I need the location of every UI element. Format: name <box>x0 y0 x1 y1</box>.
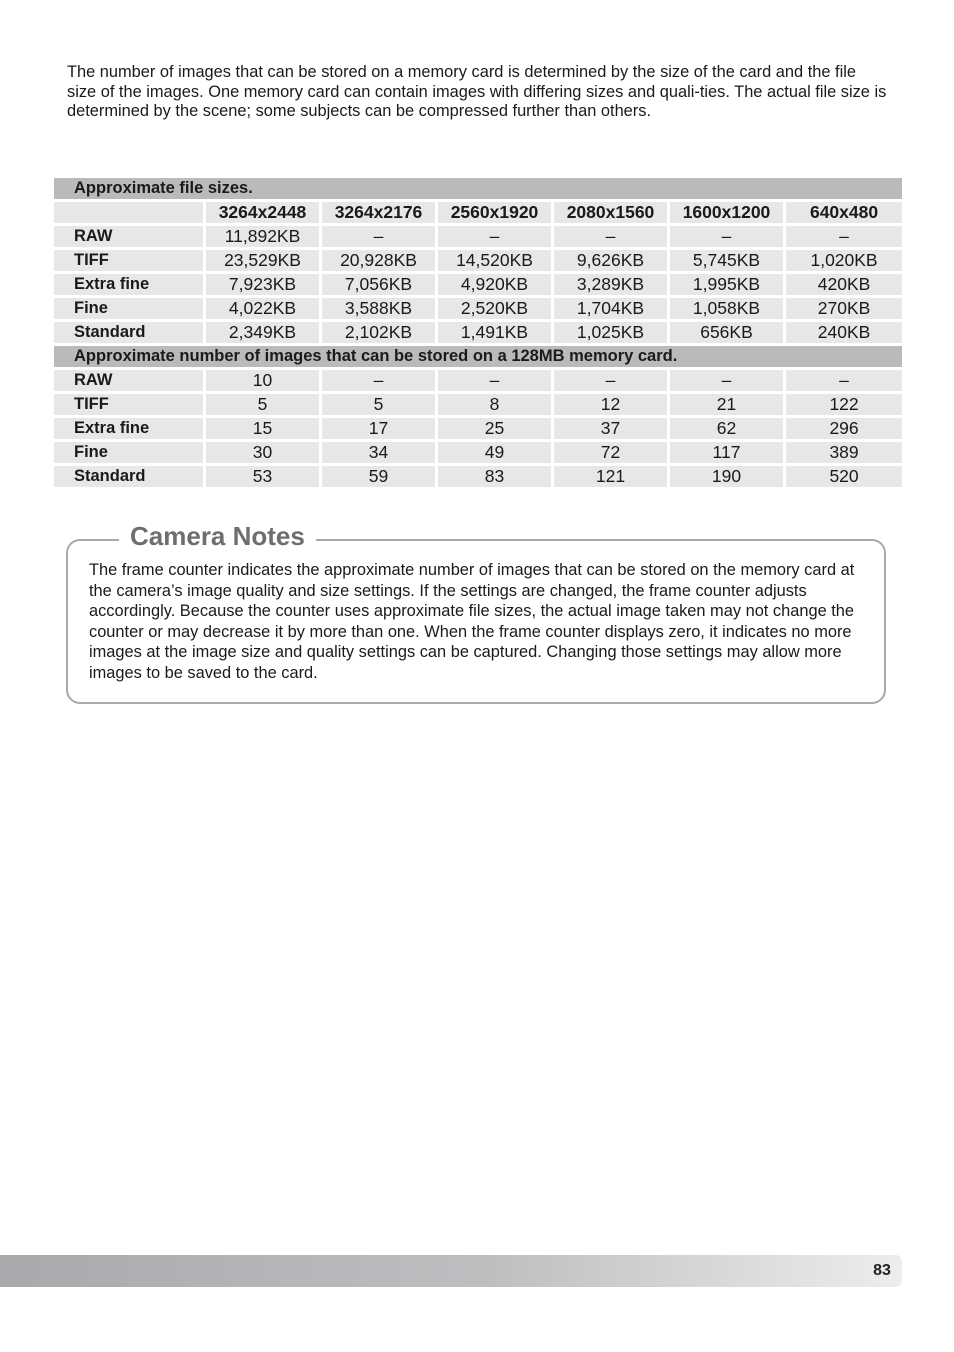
table-cell: 5 <box>322 394 438 415</box>
row-label: Extra fine <box>54 418 206 439</box>
table-cell: 4,920KB <box>438 274 554 295</box>
table-cell: 2,102KB <box>322 322 438 343</box>
table-cell: 420KB <box>786 274 902 295</box>
table-cell: 83 <box>438 466 554 487</box>
table-cell: 17 <box>322 418 438 439</box>
column-header: 1600x1200 <box>670 202 786 223</box>
table-cell: 15 <box>206 418 322 439</box>
row-label: Standard <box>54 322 206 343</box>
table-cell: 520 <box>786 466 902 487</box>
footer-bar <box>0 1255 902 1287</box>
table-cell: 30 <box>206 442 322 463</box>
table-row <box>54 442 902 463</box>
section-title: Approximate number of images that can be stored on a 128MB memory card. <box>54 346 902 367</box>
table-cell: 4,022KB <box>206 298 322 319</box>
table-cell: 20,928KB <box>322 250 438 271</box>
table-cell: 2,520KB <box>438 298 554 319</box>
table-cell: 11,892KB <box>206 226 322 247</box>
table-cell: – <box>322 370 438 391</box>
table-cell: 2,349KB <box>206 322 322 343</box>
table-cell: 1,020KB <box>786 250 902 271</box>
table-cell: 59 <box>322 466 438 487</box>
table-row <box>54 226 902 247</box>
table-cell: – <box>438 226 554 247</box>
table-cell: 1,025KB <box>554 322 670 343</box>
corner-cell <box>54 202 206 223</box>
table-cell: 1,491KB <box>438 322 554 343</box>
table-row <box>54 298 902 319</box>
table-cell: 1,995KB <box>670 274 786 295</box>
column-header-row <box>54 202 902 223</box>
row-label: RAW <box>54 226 206 247</box>
table-row <box>54 466 902 487</box>
table-cell: 122 <box>786 394 902 415</box>
table-cell: 389 <box>786 442 902 463</box>
table-cell: 121 <box>554 466 670 487</box>
table-cell: 270KB <box>786 298 902 319</box>
camera-notes-text: The frame counter indicates the approximate number of images that can be stored on the memory card at the camera’s image quality and size settings. If the settings are changed, the frame counter adjusts accordingly. Because the counter uses approximate file sizes, the actual image taken may not change the counter or may decrease it by more than one. When the frame counter displays zero, it indicates no more images at the image size and quality settings can be captured. Changing those settings may allow more images to be saved to the card. <box>89 561 855 682</box>
table-cell: – <box>438 370 554 391</box>
row-label: RAW <box>54 370 206 391</box>
table-row <box>54 250 902 271</box>
table-cell: 7,056KB <box>322 274 438 295</box>
table-cell: 14,520KB <box>438 250 554 271</box>
column-header: 3264x2448 <box>206 202 322 223</box>
table-cell: 10 <box>206 370 322 391</box>
camera-notes-title: Camera Notes <box>119 519 316 553</box>
table-cell: 37 <box>554 418 670 439</box>
column-header: 3264x2176 <box>322 202 438 223</box>
table-cell: 190 <box>670 466 786 487</box>
file-size-table <box>54 175 902 490</box>
column-header: 2560x1920 <box>438 202 554 223</box>
table-cell: 3,289KB <box>554 274 670 295</box>
row-label: Fine <box>54 442 206 463</box>
table-cell: 53 <box>206 466 322 487</box>
table-row <box>54 274 902 295</box>
row-label: Standard <box>54 466 206 487</box>
table-cell: 296 <box>786 418 902 439</box>
table-cell: – <box>322 226 438 247</box>
table-cell: – <box>670 370 786 391</box>
table-cell: – <box>554 226 670 247</box>
table-cell: 25 <box>438 418 554 439</box>
table-row <box>54 418 902 439</box>
table-cell: 117 <box>670 442 786 463</box>
table-cell: 5 <box>206 394 322 415</box>
table-cell: 3,588KB <box>322 298 438 319</box>
table-cell: 240KB <box>786 322 902 343</box>
row-label: TIFF <box>54 250 206 271</box>
row-label: Extra fine <box>54 274 206 295</box>
table-cell: – <box>786 370 902 391</box>
intro-paragraph: The number of images that can be stored on a memory card is determined by the size of the card and the file size of the images. One memory card can contain images with differing sizes and quali-ties. The actual file size is determined by the scene; some subjects can be compressed further than others. <box>67 63 887 120</box>
table-cell: 1,058KB <box>670 298 786 319</box>
table-row <box>54 322 902 343</box>
table-cell: 9,626KB <box>554 250 670 271</box>
page-number: 83 <box>873 1262 891 1279</box>
table-cell: 5,745KB <box>670 250 786 271</box>
table-cell: 72 <box>554 442 670 463</box>
table-row <box>54 394 902 415</box>
table-cell: 7,923KB <box>206 274 322 295</box>
row-label: TIFF <box>54 394 206 415</box>
table-cell: – <box>786 226 902 247</box>
row-label: Fine <box>54 298 206 319</box>
table-cell: 34 <box>322 442 438 463</box>
table-cell: – <box>554 370 670 391</box>
table-cell: 656KB <box>670 322 786 343</box>
table-cell: – <box>670 226 786 247</box>
table-cell: 8 <box>438 394 554 415</box>
table-cell: 23,529KB <box>206 250 322 271</box>
table-row <box>54 370 902 391</box>
section-header-file-sizes <box>54 178 902 199</box>
column-header: 640x480 <box>786 202 902 223</box>
table-cell: 21 <box>670 394 786 415</box>
column-header: 2080x1560 <box>554 202 670 223</box>
section-header-image-counts <box>54 346 902 367</box>
table-cell: 62 <box>670 418 786 439</box>
table-cell: 1,704KB <box>554 298 670 319</box>
section-title: Approximate file sizes. <box>54 178 902 199</box>
table-cell: 49 <box>438 442 554 463</box>
table-cell: 12 <box>554 394 670 415</box>
